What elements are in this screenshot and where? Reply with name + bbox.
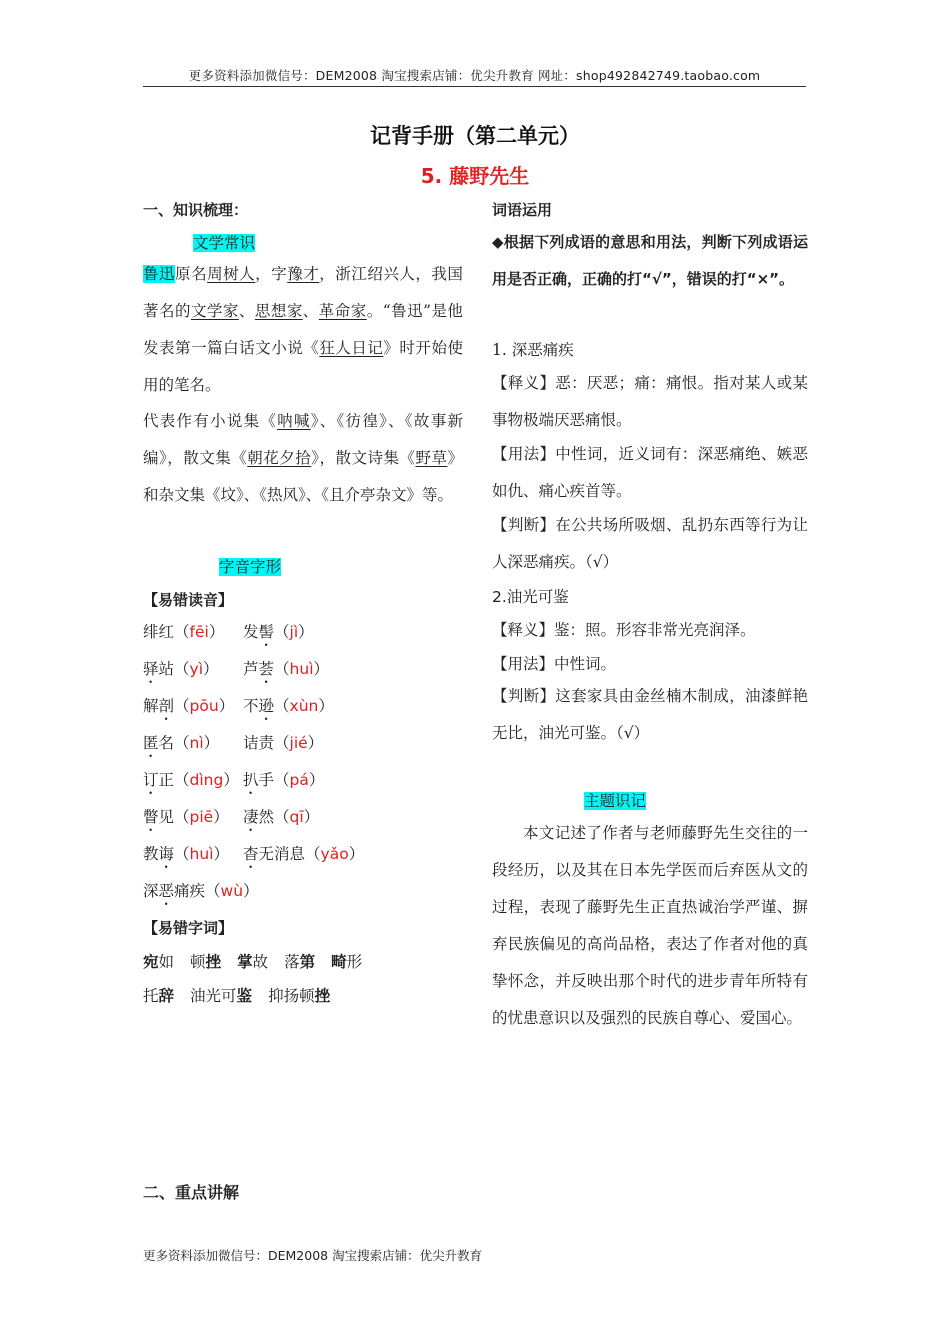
idiom-2-title: 2.油光可鉴 — [492, 588, 569, 606]
idiom-2-usage: 【用法】中性词。 — [492, 655, 617, 673]
pronunciation-row — [143, 805, 320, 835]
idiom-1-usage: 【用法】中性词，近义词有：深恶痛绝、嫉恶如仇、痛心疾首等。 — [492, 445, 808, 500]
pronunciation-item: 匿名（nì） — [143, 734, 220, 752]
error-word: 落第 — [284, 953, 316, 971]
pinyin: jié — [289, 734, 308, 752]
representative-works-paragraph: 代表作有小说集《呐喊》、《彷徨》、《故事新编》，散文集《朝花夕拾》，散文诗集《野草》和杂文集《坟》、《热风》、《且介亭杂文》等。 — [143, 412, 463, 504]
pinyin: pá — [289, 771, 309, 789]
pronunciation-item: 扒手（pá） — [243, 771, 325, 789]
idiom-1-judgement: 【判断】在公共场所吸烟、乱扔东西等行为让人深恶痛疾。（√） — [492, 516, 808, 571]
pinyin: pōu — [189, 697, 219, 715]
pronunciation-row — [143, 694, 334, 724]
pinyin: xùn — [289, 697, 319, 715]
pinyin: dìng — [189, 771, 224, 789]
pronunciation-row — [143, 768, 325, 798]
pinyin: huì — [289, 660, 314, 678]
error-words-row-2 — [143, 984, 346, 1006]
pinyin: nì — [189, 734, 204, 752]
idiom-1-title: 1. 深恶痛疾 — [492, 341, 574, 359]
error-word: 掌故 — [237, 953, 269, 971]
pronunciation-item: 瞥见（piē） — [143, 808, 229, 826]
pronunciation-item: 绯红（fēi） — [143, 623, 225, 641]
pronunciation-item: 诘责（jié） — [243, 734, 324, 752]
idiom-2-judgement: 【判断】这套家具由金丝楠木制成，油漆鲜艳无比，油光可鉴。（√） — [492, 687, 808, 742]
pronunciation-item: 解剖（pōu） — [143, 697, 235, 715]
idiom-2-definition: 【释义】鉴：照。形容非常光亮润泽。 — [492, 621, 756, 639]
pronunciation-label: 字音字形 — [219, 558, 282, 576]
error-words-row-1 — [143, 950, 378, 972]
pronunciation-item: 深恶痛疾（wù） — [143, 882, 259, 900]
pronunciation-item: 不逊（xùn） — [243, 697, 334, 715]
literary-knowledge-paragraph: 鲁迅原名周树人，字豫才，浙江绍兴人，我国著名的文学家、思想家、革命家。“鲁迅”是他发表第一篇白话文小说《狂人日记》时开始使用的笔名。 — [143, 265, 463, 394]
pronunciation-item: 芦荟（huì） — [243, 660, 330, 678]
pinyin: yǎo — [320, 845, 349, 863]
error-word: 宛如 — [143, 953, 175, 971]
word-usage-heading: 词语运用 — [492, 201, 553, 219]
pinyin: wù — [220, 882, 244, 900]
section-knowledge-heading: 一、知识梳理： — [143, 201, 249, 219]
pronunciation-row — [143, 879, 259, 909]
page-footer: 更多资料添加微信号：DEM2008 淘宝搜索店铺：优尖升教育 — [143, 1248, 483, 1263]
lesson-title: 5. 藤野先生 — [420, 164, 530, 188]
literary-knowledge-label: 文学常识 — [193, 234, 256, 252]
error-word: 托辞 — [143, 987, 175, 1005]
pronunciation-item: 订正（dìng） — [143, 771, 239, 789]
theme-paragraph: 本文记述了作者与老师藤野先生交往的一段经历，以及其在日本先学医而后弃医从文的过程，表现了藤野先生正直热诚治学严谨、摒弃民族偏见的高尚品格，表达了作者对他的真挚怀念，并反映出那个时代的进步青年所特有的忧患意识以及强烈的民族自尊心、爱国心。 — [492, 824, 808, 1027]
pronunciation-row — [143, 842, 365, 872]
page-header: 更多资料添加微信号：DEM2008 淘宝搜索店铺：优尖升教育 网址：shop492842749.taobao.com — [188, 68, 761, 83]
error-word: 畸形 — [331, 953, 363, 971]
pronunciation-item: 杳无消息（yǎo） — [243, 845, 365, 863]
error-word: 油光可鉴 — [190, 987, 253, 1005]
pronunciation-item: 教诲（huì） — [143, 845, 230, 863]
header-divider — [143, 86, 806, 87]
page-title: 记背手册（第二单元） — [370, 124, 580, 148]
pinyin: fēi — [189, 623, 209, 641]
pinyin: piē — [189, 808, 214, 826]
error-word: 抑扬顿挫 — [268, 987, 331, 1005]
pinyin: jì — [289, 623, 299, 641]
idiom-1-definition: 【释义】恶：厌恶；痛：痛恨。指对某人或某事物极端厌恶痛恨。 — [492, 374, 808, 429]
error-pronunciation-heading: 【易错读音】 — [143, 591, 234, 609]
pronunciation-item: 发髻（jì） — [243, 623, 314, 641]
theme-label: 主题识记 — [584, 792, 647, 810]
pinyin: qī — [289, 808, 304, 826]
error-word: 顿挫 — [190, 953, 222, 971]
pinyin: yì — [189, 660, 204, 678]
pronunciation-row — [143, 657, 330, 687]
section-key-explanation-heading: 二、重点讲解 — [143, 1183, 240, 1202]
pronunciation-item: 凄然（qī） — [243, 808, 320, 826]
pronunciation-row — [143, 620, 314, 650]
pronunciation-row — [143, 731, 324, 761]
error-words-heading: 【易错字词】 — [143, 919, 234, 937]
usage-instruction: ◆根据下列成语的意思和用法，判断下列成语运用是否正确，正确的打“√”，错误的打“×”。 — [492, 233, 808, 288]
pronunciation-item: 驿站（yì） — [143, 660, 219, 678]
pinyin: huì — [189, 845, 214, 863]
